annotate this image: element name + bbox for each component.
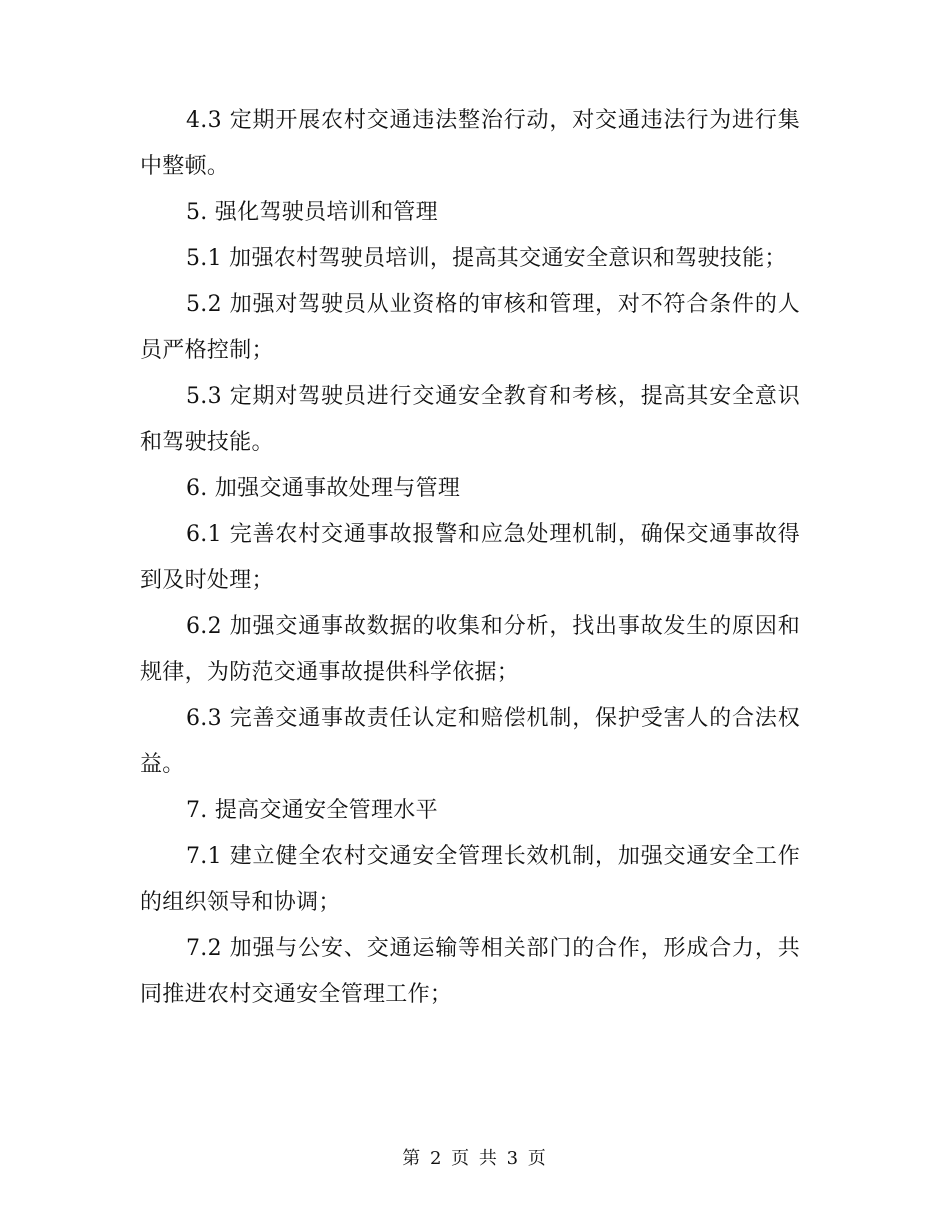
paragraph-7-2: 7.2 加强与公安、交通运输等相关部门的合作，形成合力，共同推进农村交通安全管理工作； [140, 936, 800, 1007]
heading-section-5: 5. 强化驾驶员培训和管理 [186, 200, 438, 225]
page-number-footer: 第 2 页 共 3 页 [402, 1148, 548, 1169]
document-body [140, 98, 800, 1018]
paragraph-5-1: 5.1 加强农村驾驶员培训，提高其交通安全意识和驾驶技能； [186, 246, 787, 271]
paragraph-5-2: 5.2 加强对驾驶员从业资格的审核和管理，对不符合条件的人员严格控制； [140, 292, 800, 363]
paragraph-6-3: 6.3 完善交通事故责任认定和赔偿机制，保护受害人的合法权益。 [140, 706, 800, 777]
heading-section-7: 7. 提高交通安全管理水平 [186, 798, 438, 823]
paragraph-7-1: 7.1 建立健全农村交通安全管理长效机制，加强交通安全工作的组织领导和协调； [140, 844, 800, 915]
paragraph-5-3: 5.3 定期对驾驶员进行交通安全教育和考核，提高其安全意识和驾驶技能。 [140, 384, 800, 455]
paragraph-6-1: 6.1 完善农村交通事故报警和应急处理机制，确保交通事故得到及时处理； [140, 522, 800, 593]
heading-section-6: 6. 加强交通事故处理与管理 [186, 476, 461, 501]
paragraph-6-2: 6.2 加强交通事故数据的收集和分析，找出事故发生的原因和规律，为防范交通事故提供科学依据； [140, 614, 800, 685]
paragraph-4-3: 4.3 定期开展农村交通违法整治行动，对交通违法行为进行集中整顿。 [140, 108, 800, 179]
